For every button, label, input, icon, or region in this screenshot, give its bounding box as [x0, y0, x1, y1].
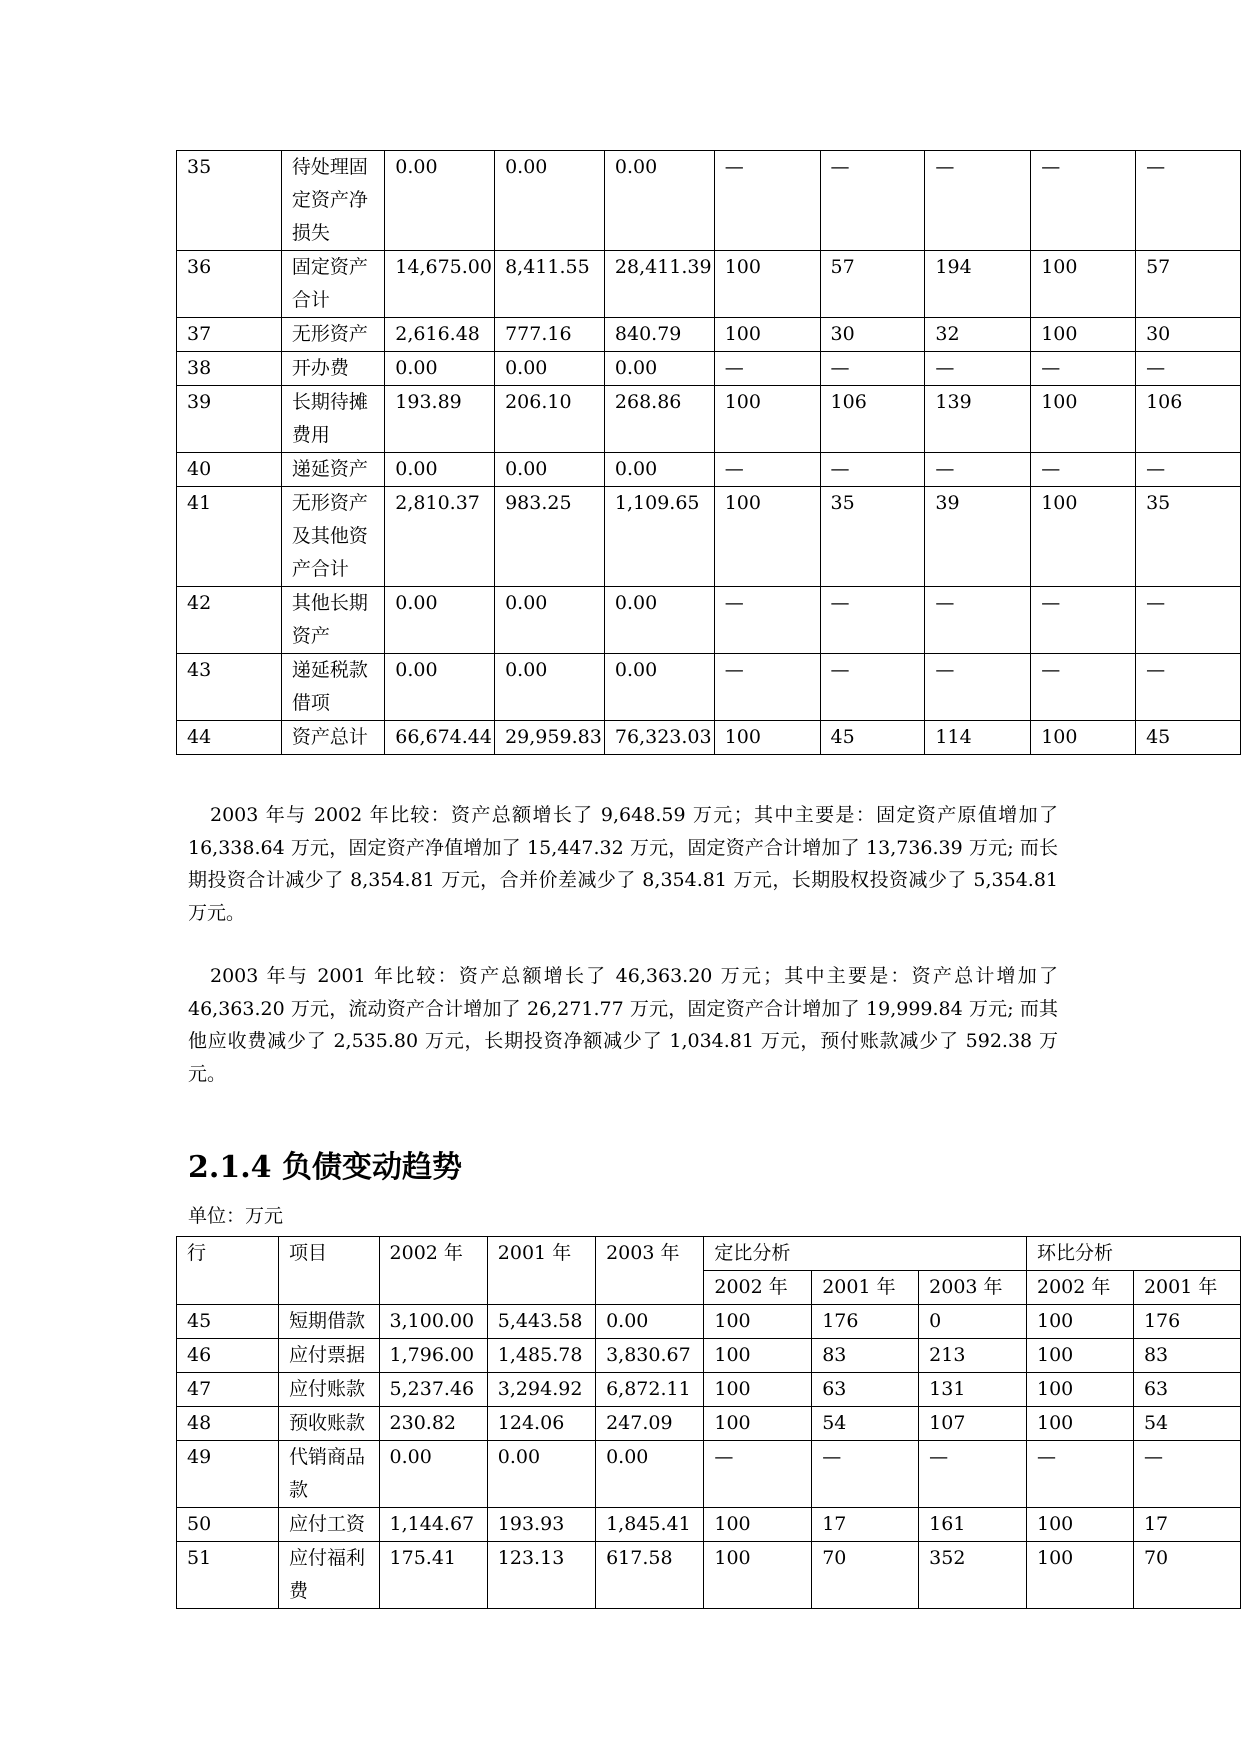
value-cell: 0.00 — [487, 1441, 595, 1508]
value-cell: 100 — [714, 386, 820, 453]
item-name-cell: 资产总计 — [281, 721, 384, 755]
value-cell: — — [1031, 453, 1136, 487]
liability-table — [176, 1236, 1241, 1609]
value-cell: 0.00 — [379, 1441, 487, 1508]
header-row-1 — [177, 1237, 1241, 1271]
item-name-cell: 预收账款 — [279, 1407, 380, 1441]
value-cell: 1,796.00 — [379, 1339, 487, 1373]
header-fixed-base-analysis: 定比分析 — [704, 1237, 1027, 1271]
value-cell: 0.00 — [596, 1305, 704, 1339]
item-name-cell: 应付票据 — [279, 1339, 380, 1373]
value-cell: 100 — [1031, 251, 1136, 318]
item-name-cell: 应付账款 — [279, 1373, 380, 1407]
value-cell: 0.00 — [385, 352, 495, 386]
table-row — [177, 1441, 1241, 1508]
table-row — [177, 721, 1241, 755]
value-cell: — — [1136, 453, 1241, 487]
row-number-cell: 48 — [177, 1407, 279, 1441]
table-row — [177, 487, 1241, 587]
value-cell: 0.00 — [596, 1441, 704, 1508]
value-cell: 1,109.65 — [604, 487, 714, 587]
value-cell: 70 — [1133, 1542, 1240, 1609]
value-cell: 30 — [1136, 318, 1241, 352]
value-cell: 0 — [919, 1305, 1027, 1339]
header-2003: 2003 年 — [596, 1237, 704, 1305]
table-row — [177, 1339, 1241, 1373]
value-cell: 983.25 — [495, 487, 605, 587]
table-row — [177, 318, 1241, 352]
value-cell: 194 — [925, 251, 1031, 318]
header-row-number: 行 — [177, 1237, 279, 1305]
value-cell: 0.00 — [495, 654, 605, 721]
value-cell: 63 — [1133, 1373, 1240, 1407]
value-cell: — — [812, 1441, 919, 1508]
value-cell: 57 — [1136, 251, 1241, 318]
value-cell: 100 — [714, 721, 820, 755]
value-cell: 0.00 — [604, 654, 714, 721]
value-cell: 213 — [919, 1339, 1027, 1373]
value-cell: 206.10 — [495, 386, 605, 453]
value-cell: — — [820, 453, 925, 487]
value-cell: — — [925, 654, 1031, 721]
header-chain-analysis: 环比分析 — [1027, 1237, 1241, 1271]
value-cell: 1,144.67 — [379, 1508, 487, 1542]
value-cell: 100 — [1031, 487, 1136, 587]
value-cell: — — [1031, 352, 1136, 386]
row-number-cell: 42 — [177, 587, 282, 654]
value-cell: 28,411.39 — [604, 251, 714, 318]
table-row — [177, 1542, 1241, 1609]
value-cell: 17 — [1133, 1508, 1240, 1542]
header-2002: 2002 年 — [379, 1237, 487, 1305]
value-cell: 0.00 — [495, 453, 605, 487]
header-fixed-2002: 2002 年 — [704, 1271, 812, 1305]
value-cell: 54 — [1133, 1407, 1240, 1441]
table-row — [177, 251, 1241, 318]
value-cell: 100 — [1027, 1542, 1134, 1609]
value-cell: 0.00 — [495, 151, 605, 251]
value-cell: 230.82 — [379, 1407, 487, 1441]
value-cell: 107 — [919, 1407, 1027, 1441]
value-cell: 35 — [1136, 487, 1241, 587]
value-cell: — — [1136, 587, 1241, 654]
item-name-cell: 应付福利费 — [279, 1542, 380, 1609]
value-cell: 100 — [1031, 721, 1136, 755]
value-cell: 5,443.58 — [487, 1305, 595, 1339]
asset-table — [176, 150, 1241, 755]
header-chain-2001: 2001 年 — [1133, 1271, 1240, 1305]
item-name-cell: 递延资产 — [281, 453, 384, 487]
header-chain-2002: 2002 年 — [1027, 1271, 1134, 1305]
value-cell: — — [714, 654, 820, 721]
value-cell: 617.58 — [596, 1542, 704, 1609]
table-row — [177, 654, 1241, 721]
item-name-cell: 待处理固定资产净损失 — [281, 151, 384, 251]
value-cell: 100 — [704, 1339, 812, 1373]
value-cell: 2,616.48 — [385, 318, 495, 352]
header-2001: 2001 年 — [487, 1237, 595, 1305]
value-cell: 161 — [919, 1508, 1027, 1542]
value-cell: — — [1031, 151, 1136, 251]
row-number-cell: 44 — [177, 721, 282, 755]
item-name-cell: 固定资产合计 — [281, 251, 384, 318]
value-cell: 100 — [714, 251, 820, 318]
value-cell: 100 — [704, 1542, 812, 1609]
row-number-cell: 51 — [177, 1542, 279, 1609]
liability-table-body — [177, 1305, 1241, 1609]
row-number-cell: 37 — [177, 318, 282, 352]
value-cell: — — [1027, 1441, 1134, 1508]
value-cell: 106 — [820, 386, 925, 453]
value-cell: 1,485.78 — [487, 1339, 595, 1373]
value-cell: 840.79 — [604, 318, 714, 352]
comparison-paragraph-2003-2001: 2003 年与 2001 年比较：资产总额增长了 46,363.20 万元；其中主要是：资产总计增加了 46,363.20 万元，流动资产合计增加了 26,271.77 万元，固定资产合计增加了 19,999.84 万元; 而其他应收费减少了 2,535.80 万元，长期投资净额减少了 1,034.81 万元，预付账款减少了 592.38 万元。 — [188, 965, 1058, 1085]
table-row — [177, 1305, 1241, 1339]
value-cell: 139 — [925, 386, 1031, 453]
value-cell: — — [820, 654, 925, 721]
value-cell: 0.00 — [385, 151, 495, 251]
value-cell: 0.00 — [495, 352, 605, 386]
row-number-cell: 47 — [177, 1373, 279, 1407]
value-cell: 123.13 — [487, 1542, 595, 1609]
value-cell: 83 — [812, 1339, 919, 1373]
table-row — [177, 352, 1241, 386]
value-cell: 57 — [820, 251, 925, 318]
value-cell: 54 — [812, 1407, 919, 1441]
value-cell: — — [714, 151, 820, 251]
row-number-cell: 40 — [177, 453, 282, 487]
value-cell: 100 — [1027, 1407, 1134, 1441]
value-cell: 124.06 — [487, 1407, 595, 1441]
value-cell: 100 — [704, 1373, 812, 1407]
row-number-cell: 36 — [177, 251, 282, 318]
unit-label: 单位：万元 — [188, 1205, 284, 1227]
table-row — [177, 151, 1241, 251]
value-cell: 17 — [812, 1508, 919, 1542]
value-cell: 1,845.41 — [596, 1508, 704, 1542]
value-cell: 0.00 — [604, 453, 714, 487]
row-number-cell: 39 — [177, 386, 282, 453]
value-cell: — — [714, 453, 820, 487]
value-cell: — — [1133, 1441, 1240, 1508]
value-cell: 247.09 — [596, 1407, 704, 1441]
value-cell: — — [820, 151, 925, 251]
value-cell: 268.86 — [604, 386, 714, 453]
value-cell: 0.00 — [604, 352, 714, 386]
row-number-cell: 35 — [177, 151, 282, 251]
item-name-cell: 其他长期资产 — [281, 587, 384, 654]
value-cell: 0.00 — [385, 587, 495, 654]
value-cell: — — [919, 1441, 1027, 1508]
value-cell: 32 — [925, 318, 1031, 352]
value-cell: 83 — [1133, 1339, 1240, 1373]
row-number-cell: 43 — [177, 654, 282, 721]
value-cell: — — [925, 587, 1031, 654]
value-cell: 45 — [1136, 721, 1241, 755]
value-cell: 3,830.67 — [596, 1339, 704, 1373]
value-cell: 35 — [820, 487, 925, 587]
value-cell: — — [704, 1441, 812, 1508]
table-row — [177, 587, 1241, 654]
value-cell: 193.89 — [385, 386, 495, 453]
value-cell: 176 — [812, 1305, 919, 1339]
value-cell: 30 — [820, 318, 925, 352]
value-cell: — — [1136, 151, 1241, 251]
value-cell: 100 — [704, 1407, 812, 1441]
item-name-cell: 开办费 — [281, 352, 384, 386]
value-cell: 100 — [1031, 386, 1136, 453]
value-cell: 176 — [1133, 1305, 1240, 1339]
table-row — [177, 1508, 1241, 1542]
value-cell: — — [1031, 587, 1136, 654]
value-cell: 131 — [919, 1373, 1027, 1407]
value-cell: — — [714, 352, 820, 386]
value-cell: — — [714, 587, 820, 654]
value-cell: 175.41 — [379, 1542, 487, 1609]
row-number-cell: 38 — [177, 352, 282, 386]
value-cell: 106 — [1136, 386, 1241, 453]
header-fixed-2003: 2003 年 — [919, 1271, 1027, 1305]
value-cell: 8,411.55 — [495, 251, 605, 318]
item-name-cell: 递延税款借项 — [281, 654, 384, 721]
value-cell: 39 — [925, 487, 1031, 587]
value-cell: 0.00 — [604, 151, 714, 251]
header-fixed-2001: 2001 年 — [812, 1271, 919, 1305]
row-number-cell: 46 — [177, 1339, 279, 1373]
row-number-cell: 41 — [177, 487, 282, 587]
value-cell: 45 — [820, 721, 925, 755]
value-cell: 76,323.03 — [604, 721, 714, 755]
value-cell: 100 — [1027, 1339, 1134, 1373]
value-cell: 100 — [714, 487, 820, 587]
value-cell: 2,810.37 — [385, 487, 495, 587]
value-cell: 193.93 — [487, 1508, 595, 1542]
section-heading: 2.1.4 负债变动趋势 — [188, 1150, 462, 1185]
row-number-cell: 50 — [177, 1508, 279, 1542]
table-row — [177, 1407, 1241, 1441]
value-cell: 66,674.44 — [385, 721, 495, 755]
liability-table-header — [177, 1237, 1241, 1305]
value-cell: — — [820, 352, 925, 386]
comparison-paragraph-2003-2002: 2003 年与 2002 年比较：资产总额增长了 9,648.59 万元；其中主要是：固定资产原值增加了 16,338.64 万元，固定资产净值增加了 15,447.32 万元，固定资产合计增加了 13,736.39 万元; 而长期投资合计减少了 8,354.81 万元，合并价差减少了 8,354.81 万元，长期股权投资减少了 5,354.81 万元。 — [188, 804, 1058, 924]
item-name-cell: 应付工资 — [279, 1508, 380, 1542]
value-cell: 777.16 — [495, 318, 605, 352]
value-cell: 6,872.11 — [596, 1373, 704, 1407]
value-cell: 3,294.92 — [487, 1373, 595, 1407]
value-cell: — — [925, 352, 1031, 386]
table-row — [177, 453, 1241, 487]
value-cell: 100 — [714, 318, 820, 352]
header-item: 项目 — [279, 1237, 380, 1305]
table-row — [177, 1373, 1241, 1407]
value-cell: 70 — [812, 1542, 919, 1609]
value-cell: 63 — [812, 1373, 919, 1407]
value-cell: 0.00 — [385, 654, 495, 721]
value-cell: 14,675.00 — [385, 251, 495, 318]
value-cell: 100 — [1027, 1305, 1134, 1339]
row-number-cell: 45 — [177, 1305, 279, 1339]
value-cell: 3,100.00 — [379, 1305, 487, 1339]
value-cell: — — [820, 587, 925, 654]
item-name-cell: 长期待摊费用 — [281, 386, 384, 453]
item-name-cell: 无形资产及其他资产合计 — [281, 487, 384, 587]
value-cell: 100 — [1031, 318, 1136, 352]
value-cell: — — [925, 453, 1031, 487]
value-cell: 5,237.46 — [379, 1373, 487, 1407]
value-cell: 29,959.83 — [495, 721, 605, 755]
value-cell: 0.00 — [385, 453, 495, 487]
table-row — [177, 386, 1241, 453]
asset-table-body — [177, 151, 1241, 755]
item-name-cell: 无形资产 — [281, 318, 384, 352]
value-cell: — — [1136, 352, 1241, 386]
value-cell: 100 — [704, 1305, 812, 1339]
value-cell: — — [925, 151, 1031, 251]
item-name-cell: 短期借款 — [279, 1305, 380, 1339]
item-name-cell: 代销商品款 — [279, 1441, 380, 1508]
value-cell: 0.00 — [495, 587, 605, 654]
value-cell: 0.00 — [604, 587, 714, 654]
value-cell: 352 — [919, 1542, 1027, 1609]
value-cell: 100 — [1027, 1508, 1134, 1542]
row-number-cell: 49 — [177, 1441, 279, 1508]
value-cell: — — [1136, 654, 1241, 721]
value-cell: 100 — [704, 1508, 812, 1542]
value-cell: 114 — [925, 721, 1031, 755]
value-cell: 100 — [1027, 1373, 1134, 1407]
value-cell: — — [1031, 654, 1136, 721]
